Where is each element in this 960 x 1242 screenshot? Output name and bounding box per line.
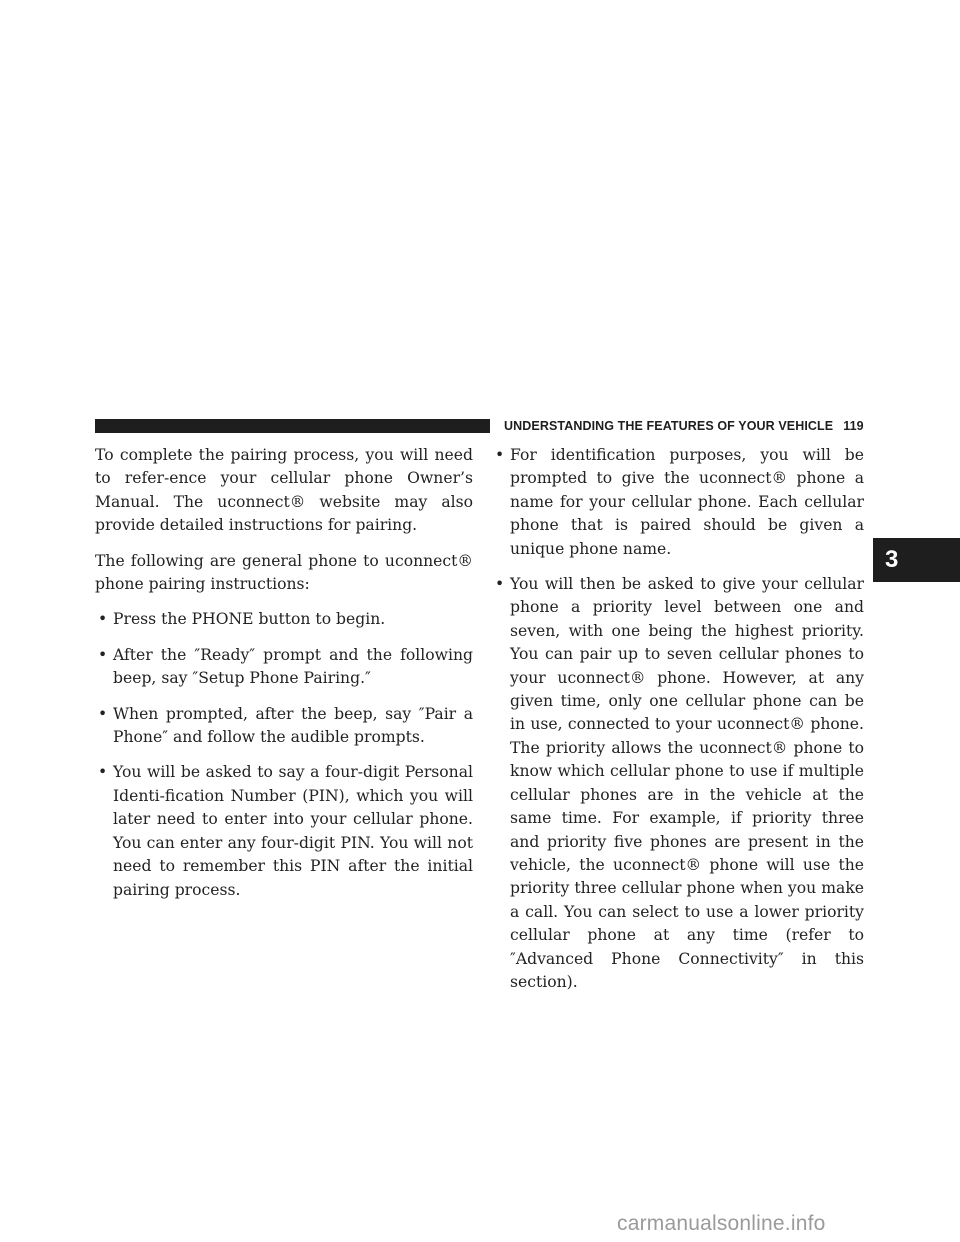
list-item bbox=[492, 573, 864, 994]
list-item-text: You will then be asked to give your cellular phone a priority level between one and seven, with one being the highest priority. You can pair up to seven cellular phones to your uconnect® phone. However, at any given time, only one cellular phone can be in use, connected to your uconnect® phone. The priority allows the uconnect® phone to know which cellular phone to use if multiple cellular phones are in the vehicle at the same time. For example, if priority three and priority five phones are present in the vehicle, the uconnect® phone will use the priority three cellular phone when you make a call. You can select to use a lower priority cellular phone at any time (refer to ″Advanced Phone Connectivity″ in this section). bbox=[510, 575, 864, 991]
pairing-steps-list bbox=[95, 608, 473, 901]
watermark: carmanualsonline.info bbox=[617, 1212, 826, 1235]
list-item bbox=[95, 703, 473, 750]
chapter-tab bbox=[873, 538, 960, 582]
bullet-icon: • bbox=[98, 704, 108, 723]
intro-paragraph: To complete the pairing process, you will need to refer-ence your cellular phone Owner’s Manual. The uconnect® website may also provide detailed instructions for pairing. bbox=[95, 446, 473, 535]
instructions-lead-paragraph: The following are general phone to uconnect® phone pairing instructions: bbox=[95, 551, 473, 594]
list-item-text: You will be asked to say a four-digit Personal Identi-fication Number (PIN), which you will later need to enter into your cellular phone. You can enter any four-digit PIN. You will not need to remember this PIN after the initial pairing process. bbox=[113, 763, 473, 899]
list-item bbox=[492, 444, 864, 561]
bullet-icon: • bbox=[98, 610, 108, 629]
left-column bbox=[95, 444, 473, 914]
list-item-text: After the ″Ready″ prompt and the following beep, say ″Setup Phone Pairing.″ bbox=[113, 645, 473, 688]
bullet-icon: • bbox=[98, 763, 108, 782]
list-item-text: For identification purposes, you will be prompted to give the uconnect® phone a name for your cellular phone. Each cellular phone that is paired should be given a unique phone name. bbox=[510, 446, 864, 558]
pairing-details-list bbox=[492, 444, 864, 994]
page-number: 119 bbox=[843, 419, 864, 433]
chapter-number: 3 bbox=[885, 546, 899, 573]
section-title: UNDERSTANDING THE FEATURES OF YOUR VEHICLE bbox=[504, 419, 834, 433]
list-item bbox=[95, 608, 473, 631]
bullet-icon: • bbox=[98, 645, 108, 664]
running-header bbox=[504, 418, 864, 434]
list-item-text: Press the PHONE button to begin. bbox=[113, 610, 386, 629]
list-item-text: When prompted, after the beep, say ″Pair a Phone″ and follow the audible prompts. bbox=[113, 704, 473, 747]
bullet-icon: • bbox=[495, 446, 505, 464]
list-item bbox=[95, 644, 473, 691]
right-column bbox=[492, 444, 864, 1006]
header-rule bbox=[95, 419, 490, 433]
list-item bbox=[95, 761, 473, 901]
bullet-icon: • bbox=[495, 575, 505, 594]
